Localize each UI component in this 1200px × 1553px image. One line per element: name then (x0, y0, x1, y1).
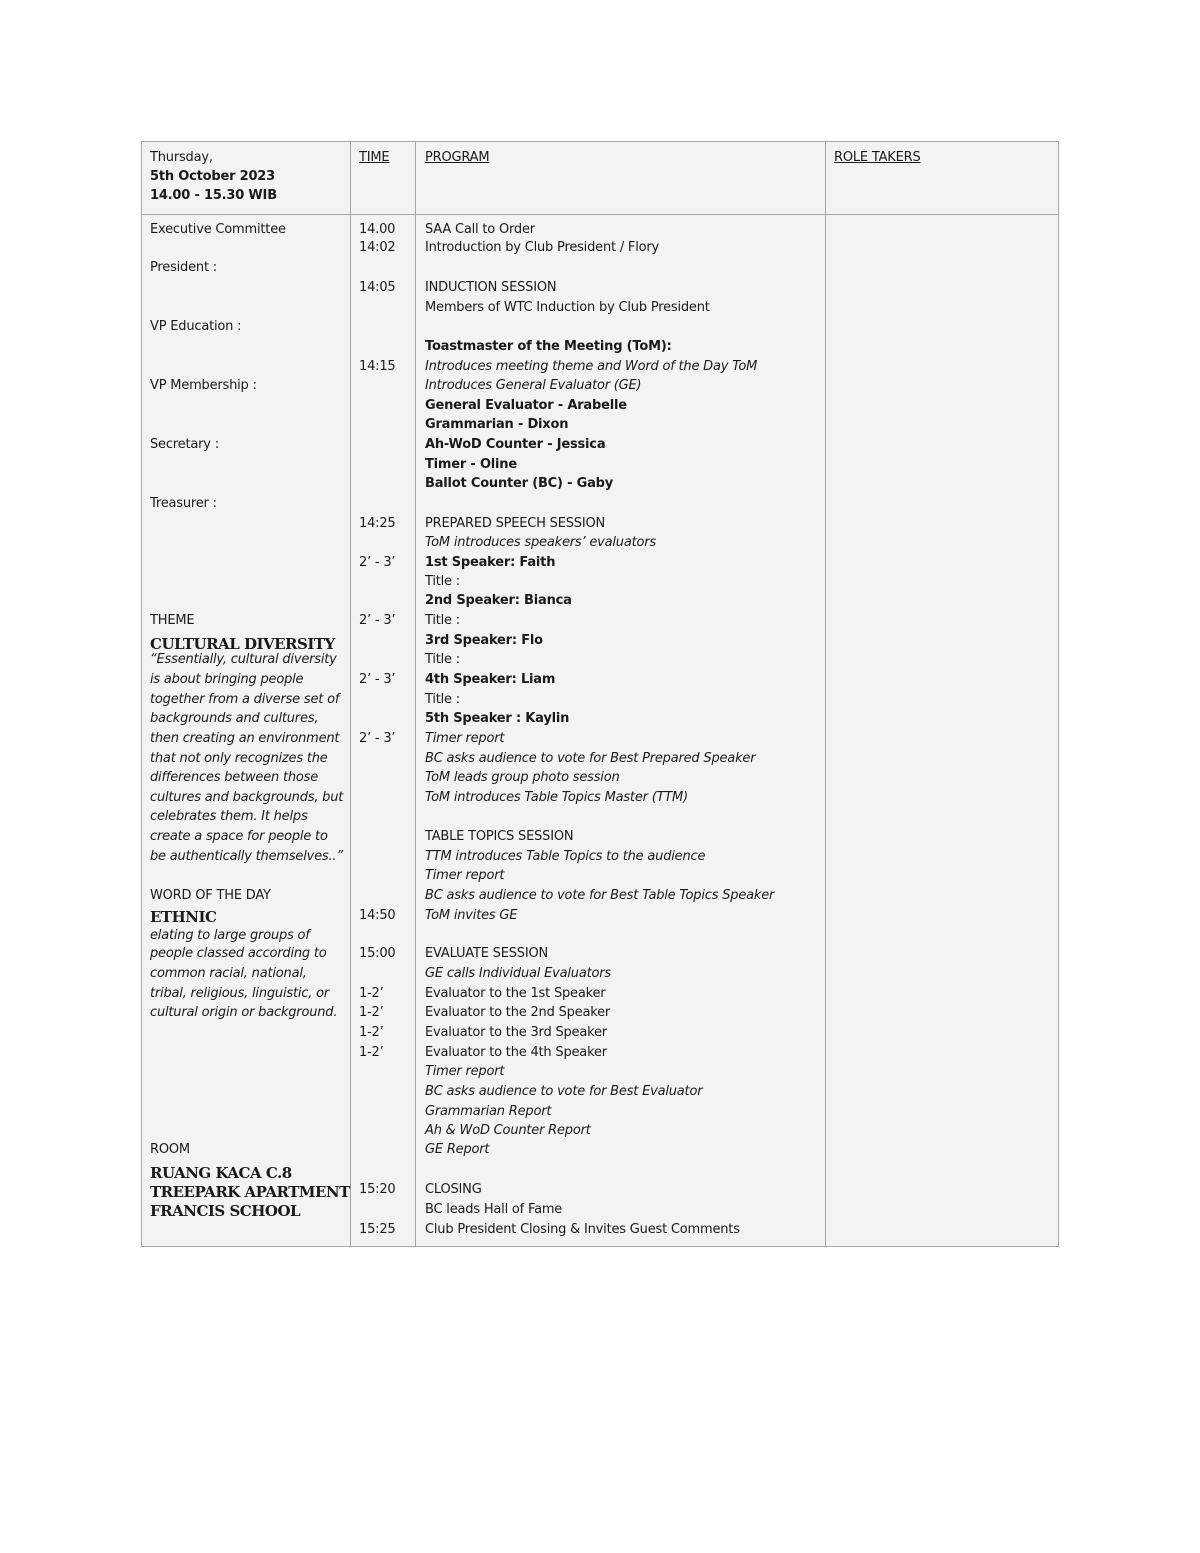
header-divider (142, 214, 1058, 215)
time-cell: 14:02 (359, 240, 396, 255)
time-cell: 1-2’ (359, 1045, 384, 1060)
program-item: Timer report (425, 731, 505, 746)
meeting-hours: 14.00 - 15.30 WIB (150, 188, 277, 203)
program-item: Timer report (425, 868, 505, 883)
time-cell: 2’ - 3’ (359, 672, 396, 687)
time-cell: 2’ - 3’ (359, 731, 396, 746)
speaker-title: Title : (425, 613, 460, 628)
theme-quote-line: be authentically themselves..” (150, 849, 343, 864)
section-heading: EVALUATE SESSION (425, 946, 549, 961)
program-header: PROGRAM (425, 150, 490, 165)
program-item: ToM invites GE (425, 908, 518, 923)
speaker-title: Title : (425, 574, 460, 589)
wod-definition-line: people classed according to (150, 946, 327, 961)
wod-definition-line: cultural origin or background. (150, 1005, 338, 1020)
time-cell: 14:15 (359, 359, 396, 374)
program-item: Evaluator to the 1st Speaker (425, 986, 606, 1001)
time-cell: 14:50 (359, 908, 396, 923)
theme-quote-line: then creating an environment (150, 731, 340, 746)
role-item: Ah-WoD Counter - Jessica (425, 437, 606, 452)
program-item: BC asks audience to vote for Best Evaluator (425, 1084, 703, 1099)
president-label: President : (150, 260, 217, 275)
room-line: RUANG KACA C.8 (150, 1164, 292, 1182)
time-cell: 1-2’ (359, 1005, 384, 1020)
program-item: Toastmaster of the Meeting (ToM): (425, 339, 672, 354)
room-line: TREEPARK APARTMENT (150, 1183, 350, 1201)
meeting-day: Thursday, (150, 150, 213, 165)
column-divider (415, 142, 416, 1246)
program-item: ToM introduces speakers’ evaluators (425, 535, 656, 550)
program-item: Introduction by Club President / Flory (425, 240, 660, 255)
theme-quote-line: together from a diverse set of (150, 692, 340, 707)
role-takers-header: ROLE TAKERS (834, 150, 921, 165)
program-item: Ah & WoD Counter Report (425, 1123, 591, 1138)
vp-membership-label: VP Membership : (150, 378, 257, 393)
role-item: Ballot Counter (BC) - Gaby (425, 476, 614, 491)
program-item: Evaluator to the 4th Speaker (425, 1045, 607, 1060)
time-cell: 1-2’ (359, 986, 384, 1001)
section-heading: TABLE TOPICS SESSION (425, 829, 574, 844)
program-item: Evaluator to the 3rd Speaker (425, 1025, 607, 1040)
section-heading: INDUCTION SESSION (425, 280, 557, 295)
wod-title: ETHNIC (150, 908, 217, 926)
role-item: General Evaluator - Arabelle (425, 398, 627, 413)
program-item: ToM introduces Table Topics Master (TTM) (425, 790, 688, 805)
treasurer-label: Treasurer : (150, 496, 217, 511)
program-item: BC asks audience to vote for Best Prepared Speaker (425, 751, 756, 766)
time-cell: 1-2’ (359, 1025, 384, 1040)
time-cell: 2’ - 3’ (359, 613, 396, 628)
time-header: TIME (359, 150, 390, 165)
wod-label: WORD OF THE DAY (150, 888, 271, 903)
time-cell: 15:00 (359, 946, 396, 961)
theme-quote-line: that not only recognizes the (150, 751, 328, 766)
theme-quote-line: create a space for people to (150, 829, 328, 844)
program-item: Grammarian Report (425, 1104, 552, 1119)
speaker-title: Title : (425, 692, 460, 707)
program-item: BC asks audience to vote for Best Table Topics Speaker (425, 888, 775, 903)
role-item: Timer - Oline (425, 457, 517, 472)
theme-quote-line: differences between those (150, 770, 319, 785)
theme-quote-line: cultures and backgrounds, but (150, 790, 344, 805)
program-item: Club President Closing & Invites Guest Comments (425, 1222, 740, 1237)
section-heading: PREPARED SPEECH SESSION (425, 516, 606, 531)
column-divider (825, 142, 826, 1246)
speaker-title: Title : (425, 652, 460, 667)
program-item: Evaluator to the 2nd Speaker (425, 1005, 611, 1020)
speaker-item: 3rd Speaker: Flo (425, 633, 543, 648)
meeting-date: 5th October 2023 (150, 169, 275, 184)
secretary-label: Secretary : (150, 437, 219, 452)
speaker-item: 5th Speaker : Kaylin (425, 711, 570, 726)
theme-quote-line: “Essentially, cultural diversity (150, 652, 337, 667)
wod-definition-line: common racial, national, (150, 966, 307, 981)
theme-label: THEME (150, 613, 195, 628)
program-item: BC leads Hall of Fame (425, 1202, 563, 1217)
section-heading: CLOSING (425, 1182, 482, 1197)
agenda-table (141, 141, 1059, 1247)
program-item: ToM leads group photo session (425, 770, 620, 785)
time-cell: 14.00 (359, 222, 396, 237)
program-item: GE calls Individual Evaluators (425, 966, 611, 981)
program-item: Introduces meeting theme and Word of the Day ToM (425, 359, 758, 374)
theme-quote-line: is about bringing people (150, 672, 304, 687)
time-cell: 14:05 (359, 280, 396, 295)
program-item: Members of WTC Induction by Club President (425, 300, 710, 315)
wod-definition-line: elating to large groups of (150, 928, 310, 943)
theme-quote-line: celebrates them. It helps (150, 809, 308, 824)
speaker-item: 1st Speaker: Faith (425, 555, 556, 570)
room-label: ROOM (150, 1142, 190, 1157)
column-divider (350, 142, 351, 1246)
speaker-item: 4th Speaker: Liam (425, 672, 556, 687)
time-cell: 2’ - 3’ (359, 555, 396, 570)
time-cell: 15:25 (359, 1222, 396, 1237)
program-item: SAA Call to Order (425, 222, 535, 237)
wod-definition-line: tribal, religious, linguistic, or (150, 986, 329, 1001)
role-item: Grammarian - Dixon (425, 417, 569, 432)
program-item: Timer report (425, 1064, 505, 1079)
program-item: GE Report (425, 1142, 490, 1157)
program-item: TTM introduces Table Topics to the audience (425, 849, 706, 864)
room-line: FRANCIS SCHOOL (150, 1202, 301, 1220)
theme-title: CULTURAL DIVERSITY (150, 635, 335, 653)
program-item: Introduces General Evaluator (GE) (425, 378, 642, 393)
time-cell: 14:25 (359, 516, 396, 531)
excom-label: Executive Committee (150, 222, 286, 237)
time-cell: 15:20 (359, 1182, 396, 1197)
theme-quote-line: backgrounds and cultures, (150, 711, 319, 726)
vp-education-label: VP Education : (150, 319, 242, 334)
speaker-item: 2nd Speaker: Bianca (425, 593, 572, 608)
